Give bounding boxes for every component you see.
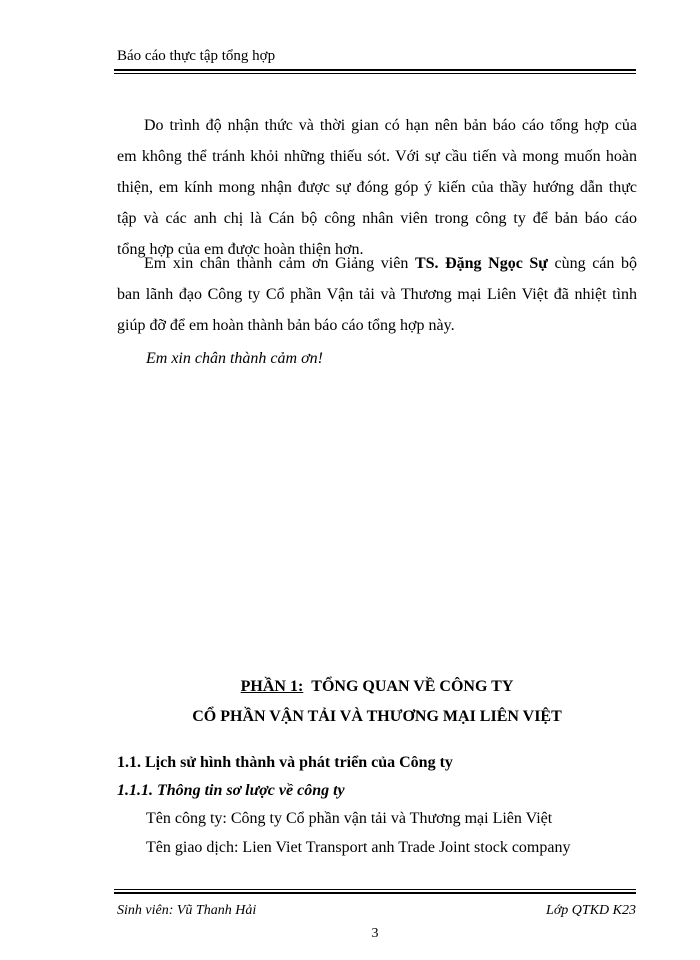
header-rule-thick bbox=[114, 69, 636, 71]
section-heading: 1.1. Lịch sử hình thành và phát triển của Công ty bbox=[117, 754, 453, 771]
part-title-line-1: PHẦN 1: TỔNG QUAN VỀ CÔNG TY bbox=[240, 678, 514, 695]
text-line: ban lãnh đạo Công ty Cổ phần Vận tải và Thương mại Liên Việt đã nhiệt tình bbox=[117, 286, 637, 303]
text-line: giúp đỡ để em hoàn thành bản báo cáo tổng hợp này. bbox=[117, 317, 455, 334]
footer-rule-thick bbox=[114, 892, 636, 894]
text-line: Em xin chân thành cảm ơn Giảng viên TS. Đặng Ngọc Sự cùng cán bộ bbox=[144, 255, 637, 272]
thanks-line: Em xin chân thành cảm ơn! bbox=[146, 350, 323, 367]
company-name-line: Tên công ty: Công ty Cổ phần vận tải và Thương mại Liên Việt bbox=[146, 810, 553, 827]
trade-name-line: Tên giao dịch: Lien Viet Transport anh Trade Joint stock company bbox=[146, 839, 571, 856]
footer-class: Lớp QTKD K23 bbox=[546, 903, 636, 918]
subsection-heading: 1.1.1. Thông tin sơ lược về công ty bbox=[117, 782, 345, 799]
text-line: tập và các anh chị là Cán bộ công nhân viên trong công ty để bản báo cáo bbox=[117, 210, 637, 227]
text-line: Do trình độ nhận thức và thời gian có hạn nên bản báo cáo tổng hợp của bbox=[144, 117, 637, 134]
text-line: em không thể tránh khỏi những thiếu sót. Với sự cầu tiến và mong muốn hoàn bbox=[117, 148, 637, 165]
intro-paragraph-2 bbox=[117, 248, 637, 341]
header-rule-thin bbox=[114, 73, 636, 74]
advisor-name: TS. Đặng Ngọc Sự bbox=[414, 255, 548, 272]
header-title: Báo cáo thực tập tổng hợp bbox=[117, 48, 276, 64]
text-line: thiện, em kính mong nhận được sự đóng góp ý kiến của thầy hướng dẫn thực bbox=[117, 179, 637, 196]
text-line: tổng hợp của em được hoàn thiện hơn. bbox=[117, 241, 364, 258]
part-title-line-2: CỔ PHẦN VẬN TẢI VÀ THƯƠNG MẠI LIÊN VIỆT bbox=[192, 708, 562, 725]
page-number: 3 bbox=[371, 926, 379, 941]
intro-paragraph-1 bbox=[117, 110, 637, 265]
part-label: PHẦN 1: bbox=[240, 678, 304, 695]
footer-rule-thin bbox=[114, 889, 636, 890]
footer-student: Sinh viên: Vũ Thanh Hải bbox=[117, 903, 257, 918]
